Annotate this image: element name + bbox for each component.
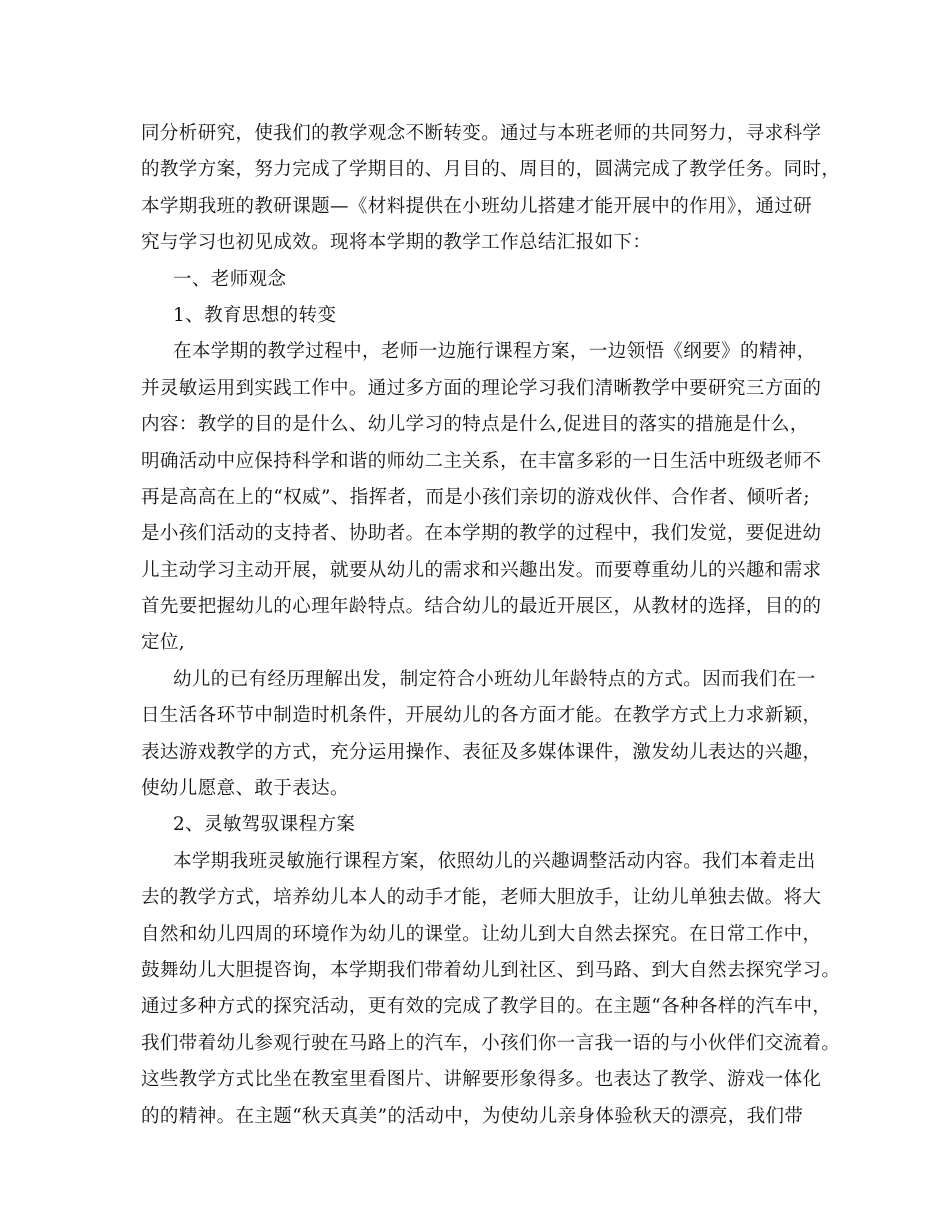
paragraph-line: 表达游戏教学的方式，充分运用操作、表征及多媒体课件，激发幼儿表达的兴趣，: [141, 741, 822, 763]
paragraph-line: 2、灵敏驾驭课程方案: [173, 814, 356, 836]
paragraph-line: 内容：教学的目的是什么、幼儿学习的特点是什么,促进目的落实的措施是什么，: [141, 414, 809, 436]
paragraph-line: 究与学习也初见成效。现将本学期的教学工作总结汇报如下：: [141, 232, 652, 254]
paragraph-line: 我们带着幼儿参观行驶在马路上的汽车，小孩们你一言我一语的与小伙伴们交流着。: [141, 1032, 841, 1054]
paragraph-line: 本学期我班的教研课题—《材料提供在小班幼儿搭建才能开展中的作用》，通过研: [141, 195, 813, 217]
paragraph-line: 去的教学方式，培养幼儿本人的动手才能，老师大胆放手，让幼儿单独去做。将大: [141, 887, 822, 909]
paragraph-line: 在本学期的教学过程中，老师一边施行课程方案，一边领悟《纲要》的精神，: [173, 341, 816, 363]
paragraph-line: 鼓舞幼儿大胆提咨询，本学期我们带着幼儿到社区、到马路、到大自然去探究学习。: [141, 959, 841, 981]
paragraph-line: 1、教育思想的转变: [173, 304, 337, 326]
paragraph-line: 的的精神。在主题“秋天真美”的活动中，为使幼儿亲身体验秋天的漂亮，我们带: [141, 1105, 804, 1127]
paragraph-line: 这些教学方式比坐在教室里看图片、讲解要形象得多。也表达了教学、游戏一体化: [141, 1069, 822, 1091]
paragraph-line: 再是高高在上的“权威”、指挥者，而是小孩们亲切的游戏伙伴、合作者、倾听者;: [141, 486, 810, 508]
paragraph-line: 是小孩们活动的支持者、协助者。在本学期的教学的过程中，我们发觉，要促进幼: [141, 523, 822, 545]
paragraph-line: 一、老师观念: [173, 268, 287, 290]
paragraph-line: 明确活动中应保持科学和谐的师幼二主关系，在丰富多彩的一日生活中班级老师不: [141, 450, 822, 472]
paragraph-line: 本学期我班灵敏施行课程方案，依照幼儿的兴趣调整活动内容。我们本着走出: [173, 850, 816, 872]
paragraph-line: 的教学方案，努力完成了学期目的、月目的、周目的，圆满完成了教学任务。同时，: [141, 159, 841, 181]
paragraph-line: 使幼儿愿意、敢于表达。: [141, 778, 349, 800]
paragraph-line: 自然和幼儿四周的环境作为幼儿的课堂。让幼儿到大自然去探究。在日常工作中，: [141, 923, 822, 945]
paragraph-line: 通过多种方式的探究活动，更有效的完成了教学目的。在主题“各种各样的汽车中，: [141, 996, 832, 1018]
paragraph-line: 首先要把握幼儿的心理年龄特点。结合幼儿的最近开展区，从教材的选择，目的的: [141, 596, 822, 618]
paragraph-line: 并灵敏运用到实践工作中。通过多方面的理论学习我们清晰教学中要研究三方面的: [141, 377, 822, 399]
paragraph-line: 定位,: [141, 632, 186, 654]
paragraph-line: 同分析研究，使我们的教学观念不断转变。通过与本班老师的共同努力，寻求科学: [141, 123, 822, 144]
document-body: [141, 116, 841, 1135]
paragraph-line: 幼儿的已有经历理解出发，制定符合小班幼儿年龄特点的方式。因而我们在一: [173, 668, 816, 690]
paragraph-line: 日生活各环节中制造时机条件，开展幼儿的各方面才能。在教学方式上力求新颖，: [141, 705, 822, 727]
paragraph-line: 儿主动学习主动开展，就要从幼儿的需求和兴趣出发。而要尊重幼儿的兴趣和需求: [141, 559, 822, 581]
